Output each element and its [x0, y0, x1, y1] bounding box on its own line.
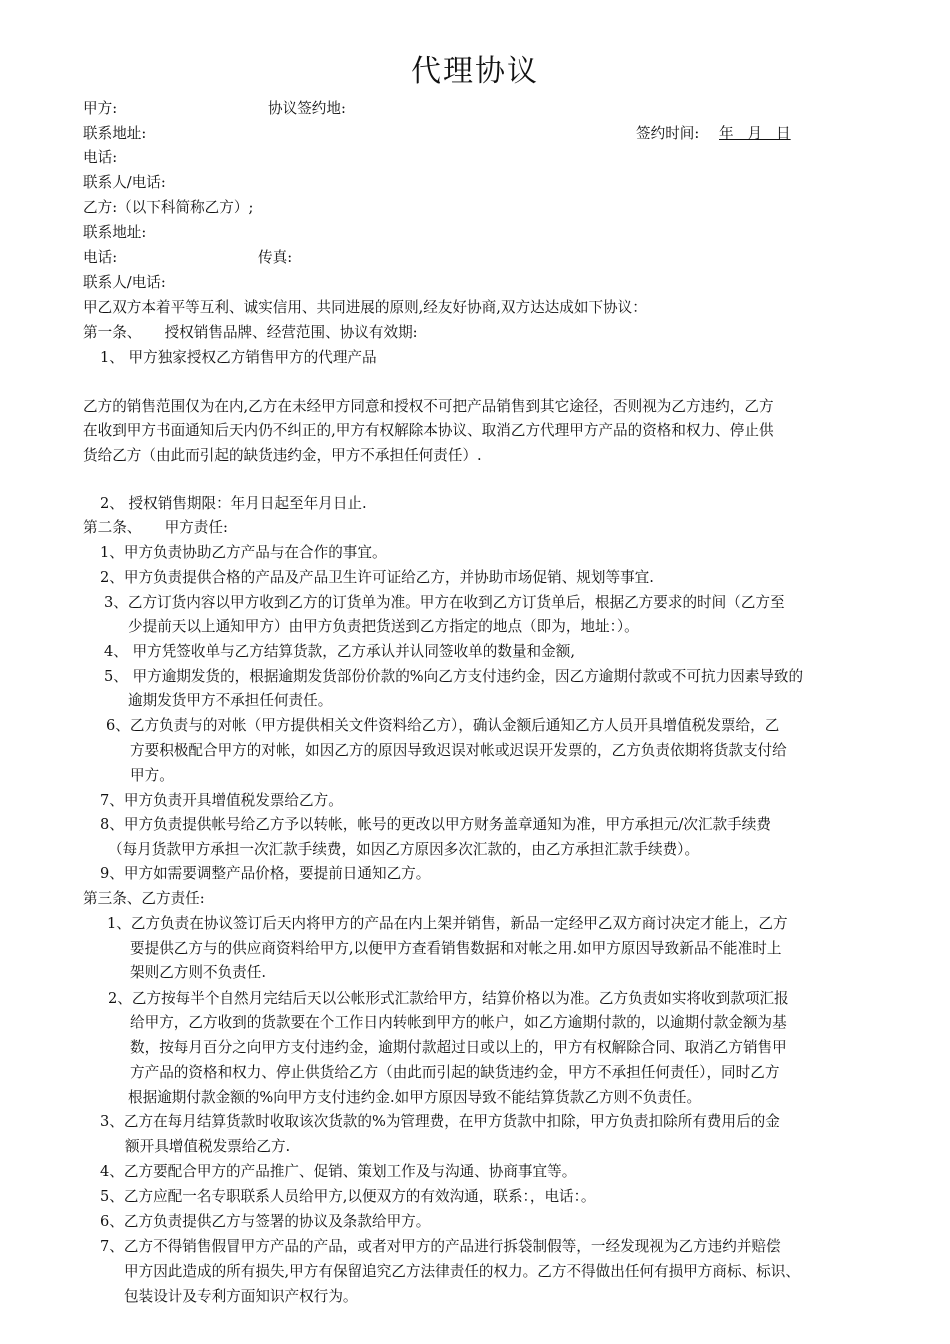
party-b-phone-label: 电话: — [83, 249, 118, 266]
article-3-line: 方产品的资格和权力、停止供货给乙方（由此而引起的缺货违约金，甲方不承担任何责任），同时乙方 — [130, 1064, 780, 1081]
article-2-line: 2、甲方负责提供合格的产品及产品卫生许可证给乙方，并协助市场促销、规划等事宜. — [100, 569, 654, 586]
article-3-line: 5、乙方应配一名专职联系人员给甲方,以便双方的有效沟通，联系：，电话：。 — [100, 1188, 596, 1205]
article-2-line: （每月货款甲方承担一次汇款手续费，如因乙方原因多次汇款的，由乙方承担汇款手续费）。 — [108, 841, 700, 858]
article-2-line: 1、甲方负责协助乙方产品与在合作的事宜。 — [100, 544, 387, 561]
article-2-line: 方要积极配合甲方的对帐，如因乙方的原因导致迟误对帐或迟误开发票的，乙方负责依期将货款支付给 — [130, 742, 787, 759]
article-3-line: 7、乙方不得销售假冒甲方产品的产品，或者对甲方的产品进行拆袋制假等，一经发现视为乙方违约并赔偿 — [100, 1238, 781, 1255]
article-1-item-2: 2、 授权销售期限：年月日起至年月日止. — [100, 495, 367, 512]
party-a-address-label: 联系地址: — [83, 125, 147, 142]
article-3-line: 要提供乙方与的供应商资料给甲方,以便甲方查看销售数据和对帐之用.如甲方原因导致新品不能准时上 — [130, 940, 782, 957]
article-2-line: 甲方。 — [130, 767, 174, 784]
article-3-line: 6、乙方负责提供乙方与签署的协议及条款给甲方。 — [100, 1213, 431, 1230]
article-3-line: 甲方因此造成的所有损失,甲方有保留追究乙方法律责任的权力。乙方不得做出任何有损甲方商标、标识、 — [124, 1263, 800, 1280]
party-a-phone-label: 电话: — [83, 149, 118, 166]
article-3-line: 2、乙方按每半个自然月完结后天以公帐形式汇款给甲方，结算价格以为准。乙方负责如实将收到款项汇报 — [108, 990, 789, 1007]
party-b-address-label: 联系地址: — [83, 224, 147, 241]
article-3-line: 1、乙方负责在协议签订后天内将甲方的产品在内上架并销售，新品一定经甲乙双方商讨决定才能上，乙方 — [107, 915, 788, 932]
article-2-line: 8、甲方负责提供帐号给乙方予以转帐，帐号的更改以甲方财务盖章通知为准，甲方承担元/次汇款手续费 — [100, 816, 771, 833]
party-b-name-label: 乙方:（以下科简称乙方）; — [83, 199, 254, 216]
article-2-line: 9、甲方如需要调整产品价格，要提前日通知乙方。 — [100, 865, 431, 882]
article-3-line: 给甲方，乙方收到的货款要在个工作日内转帐到甲方的帐户，如乙方逾期付款的，以逾期付款金额为基 — [130, 1014, 787, 1031]
article-2-heading: 第二条、 甲方责任: — [83, 519, 228, 536]
article-2-line: 逾期发货甲方不承担任何责任。 — [128, 692, 333, 709]
document-title: 代理协议 — [411, 54, 539, 89]
article-3-line: 包装设计及专利方面知识产权行为。 — [124, 1288, 358, 1305]
article-3-line: 根据逾期付款金额的%向甲方支付违约金.如甲方原因导致不能结算货款乙方则不负责任。 — [128, 1089, 702, 1106]
article-2-line: 少提前天以上通知甲方）由甲方负责把货送到乙方指定的地点（即为，地址：）。 — [128, 618, 639, 635]
sign-place-label: 协议签约地: — [268, 100, 346, 117]
article-3-line: 数，按每月百分之向甲方支付违约金，逾期付款超过日或以上的，甲方有权解除合同、取消乙方销售甲 — [130, 1039, 787, 1056]
article-2-line: 7、甲方负责开具增值税发票给乙方。 — [100, 792, 343, 809]
article-1-paragraph-line: 乙方的销售范围仅为在内,乙方在未经甲方同意和授权不可把产品销售到其它途径，否则视为乙方违约，乙方 — [83, 398, 774, 415]
article-1-heading: 第一条、 授权销售品牌、经营范围、协议有效期: — [83, 324, 418, 341]
article-3-line: 4、乙方要配合甲方的产品推广、促销、策划工作及与沟通、协商事宜等。 — [100, 1163, 577, 1180]
party-a-contact-label: 联系人/电话: — [83, 174, 166, 191]
sign-time-label: 签约时间: — [636, 125, 700, 142]
article-3-line: 3、乙方在每月结算货款时收取该次货款的%为管理费，在甲方货款中扣除，甲方负责扣除所有费用后的金 — [100, 1113, 780, 1130]
sign-time-value: 年 月 日 — [719, 125, 791, 142]
party-a-name-label: 甲方: — [83, 100, 118, 117]
party-b-fax-label: 传真: — [258, 249, 293, 266]
intro-paragraph: 甲乙双方本着平等互利、诚实信用、共同进展的原则,经友好协商,双方达达成如下协议： — [83, 299, 647, 316]
article-3-line: 额开具增值税发票给乙方. — [125, 1138, 291, 1155]
article-1-item-1: 1、 甲方独家授权乙方销售甲方的代理产品 — [100, 349, 377, 366]
article-2-line: 6、乙方负责与的对帐（甲方提供相关文件资料给乙方），确认金额后通知乙方人员开具增值税发票给，乙 — [106, 717, 780, 734]
article-1-paragraph-line: 在收到甲方书面通知后天内仍不纠正的,甲方有权解除本协议、取消乙方代理甲方产品的资格和权力、停止供 — [83, 422, 774, 439]
article-3-heading: 第三条、乙方责任: — [83, 890, 205, 907]
article-3-line: 架则乙方则不负责任. — [130, 964, 266, 981]
article-2-line: 3、乙方订货内容以甲方收到乙方的订货单为准。甲方在收到乙方订货单后，根据乙方要求的时间（乙方至 — [104, 594, 785, 611]
article-2-line: 5、 甲方逾期发货的，根据逾期发货部份价款的%向乙方支付违约金，因乙方逾期付款或不可抗力因素导致的 — [104, 668, 804, 685]
party-b-contact-label: 联系人/电话: — [83, 274, 166, 291]
article-2-line: 4、 甲方凭签收单与乙方结算货款，乙方承认并认同签收单的数量和金额, — [104, 643, 575, 660]
article-1-paragraph-line: 货给乙方（由此而引起的缺货违约金，甲方不承担任何责任）. — [83, 447, 482, 464]
